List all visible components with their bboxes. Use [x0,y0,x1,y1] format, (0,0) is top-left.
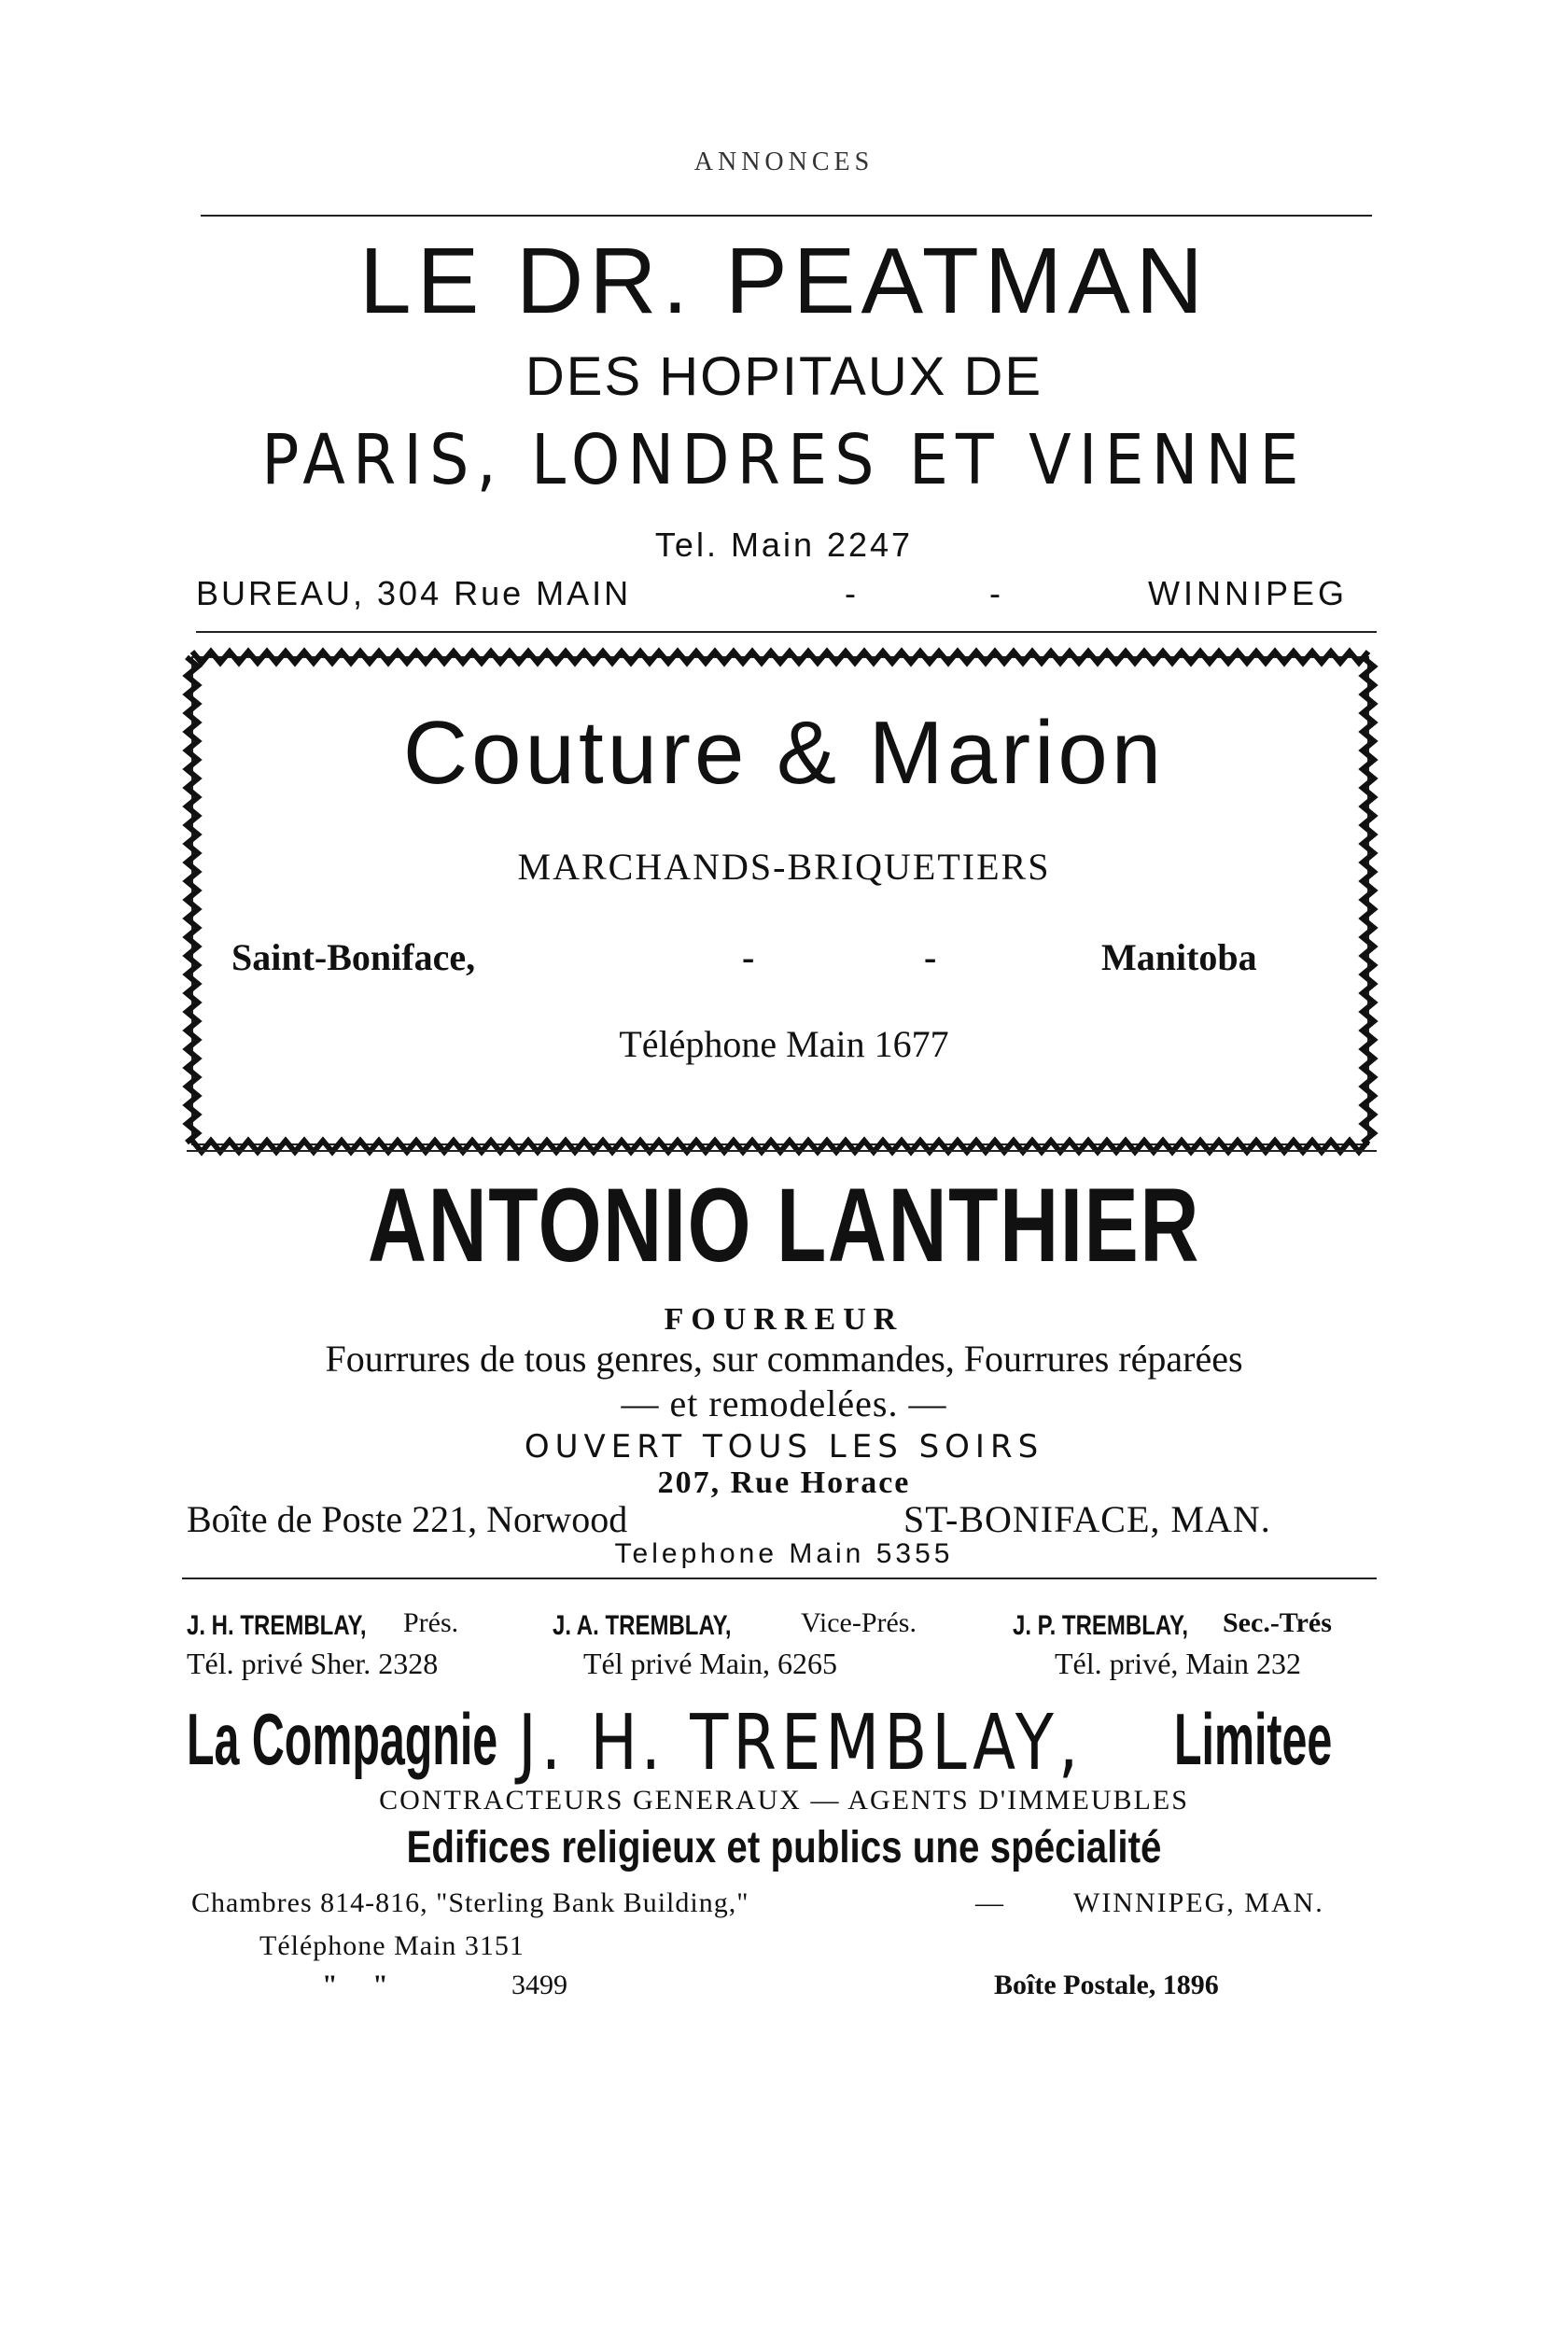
officer-1-name: J. H. TREMBLAY, [187,1610,367,1641]
tremblay-phone-2-ditto: " " [322,1970,388,2000]
officer-1-tel: Tél. privé Sher. 2328 [187,1647,439,1680]
tremblay-name-main: J. H. TREMBLAY, [518,1699,1084,1788]
rule-lanthier [182,1578,1377,1579]
couture-trade: MARCHANDS-BRIQUETIERS [517,846,1051,888]
officer-2-name: J. A. TREMBLAY, [553,1610,732,1641]
lanthier-name: ANTONIO LANTHIER [367,1167,1201,1283]
tremblay-address: Chambres 814-816, "Sterling Bank Building," [191,1887,749,1918]
peatman-line2: PARIS, LONDRES ET VIENNE [261,420,1307,500]
lanthier-city: ST-BONIFACE, MAN. [903,1498,1271,1540]
couture-sep-1: - [742,936,755,978]
rule-top [201,215,1372,217]
tremblay-dash: — [975,1887,1003,1918]
couture-sep-2: - [924,936,937,978]
officer-3-name: J. P. TREMBLAY, [1013,1610,1189,1641]
tremblay-city: WINNIPEG, MAN. [1073,1887,1324,1918]
lanthier-desc-1: Fourrures de tous genres, sur commandes, Fourrures réparées [325,1338,1243,1380]
couture-name: Couture & Marion [402,703,1166,803]
officer-2-tel: Tél privé Main, 6265 [583,1647,837,1680]
peatman-line1: DES HOPITAUX DE [525,346,1043,407]
lanthier-phone: Telephone Main 5355 [614,1538,954,1569]
couture-province: Manitoba [1101,936,1257,978]
tremblay-specialty: Edifices religieux et publics une spécialité [406,1823,1162,1872]
rule-couture [187,1150,1377,1152]
lanthier-desc-2: — et remodelées. — [621,1382,947,1424]
peatman-tel: Tel. Main 2247 [654,526,914,564]
officer-2-title: Vice-Prés. [801,1607,917,1638]
lanthier-hours: OUVERT TOUS LES SOIRS [524,1428,1044,1466]
peatman-address: BUREAU, 304 Rue MAIN [196,574,632,612]
peatman-sep-2: - [989,574,1001,612]
tremblay-name-prefix: La Compagnie [187,1698,498,1780]
tremblay-name-suffix: Limitee [1174,1698,1333,1780]
couture-town: Saint-Boniface, [231,936,476,978]
tremblay-phone-1: Téléphone Main 3151 [259,1930,525,1961]
officer-3-title: Sec.-Trés [1223,1607,1332,1638]
tremblay-trade: CONTRACTEURS GENERAUX — AGENTS D'IMMEUBLES [379,1785,1189,1816]
officer-3-tel: Tél. privé, Main 232 [1055,1647,1301,1680]
peatman-sep-1: - [845,574,856,612]
lanthier-box: Boîte de Poste 221, Norwood [187,1498,628,1540]
lanthier-trade: FOURREUR [664,1302,904,1337]
peatman-city: WINNIPEG [1148,574,1349,612]
rule-peatman [196,631,1377,633]
officer-1-title: Prés. [403,1607,459,1638]
couture-phone: Téléphone Main 1677 [619,1023,949,1065]
tremblay-phone-2-number: 3499 [511,1970,567,2000]
running-head: ANNONCES [693,147,875,176]
peatman-name: LE DR. PEATMAN [358,229,1210,333]
tremblay-pobox: Boîte Postale, 1896 [994,1970,1219,2000]
lanthier-street: 207, Rue Horace [657,1466,911,1500]
